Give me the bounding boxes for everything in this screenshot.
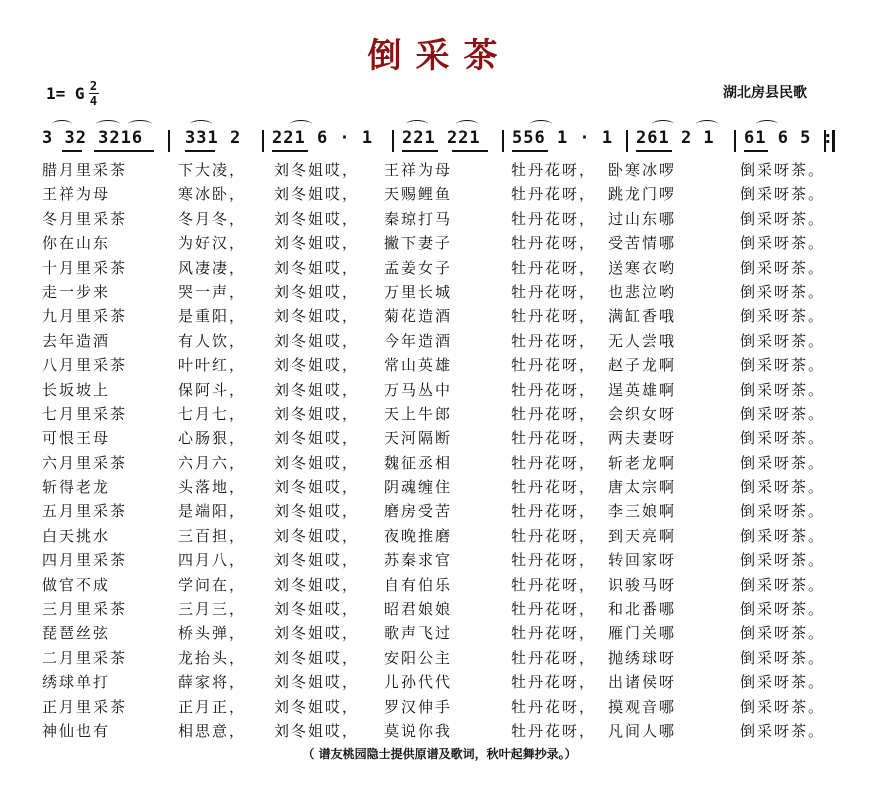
lyric-phrase: 摸观音哪	[608, 697, 677, 716]
song-title: 倒采茶	[367, 36, 512, 76]
time-signature	[89, 80, 99, 107]
lyric-phrase: 倒采呀茶。	[740, 404, 826, 423]
lyric-phrase: 倒采呀茶。	[740, 282, 826, 301]
lyric-phrase: 六月里采茶	[42, 453, 128, 472]
lyric-phrase: 为好汉，	[178, 234, 247, 253]
lyric-line	[0, 695, 879, 719]
transcription-note: （ 谱友桃园隐士提供原谱及歌词，秋叶起舞抄录。）	[302, 747, 577, 761]
lyric-phrase: 秦琼打马	[384, 209, 453, 228]
lyric-phrase: 刘冬姐哎，	[274, 429, 360, 448]
lyric-phrase: 刘冬姐哎，	[274, 234, 360, 253]
lyric-phrase: 刘冬姐哎，	[274, 282, 360, 301]
underline	[452, 150, 488, 152]
lyric-phrase: 牡丹花呀，	[511, 307, 597, 326]
lyric-phrase: 薛家将，	[178, 673, 247, 692]
lyric-phrase: 满缸香哦	[608, 307, 677, 326]
lyric-phrase: 倒采呀茶。	[740, 307, 826, 326]
lyric-phrase: 倒采呀茶。	[740, 673, 826, 692]
lyric-phrase: 刘冬姐哎，	[274, 404, 360, 423]
lyric-phrase: 倒采呀茶。	[740, 453, 826, 472]
barline	[502, 130, 504, 152]
lyric-phrase: 自有伯乐	[384, 575, 453, 594]
lyric-phrase: 受苦情哪	[608, 234, 677, 253]
lyric-phrase: 过山东哪	[608, 209, 677, 228]
lyric-phrase: 正月里采茶	[42, 697, 128, 716]
lyric-phrase: 牡丹花呀，	[511, 575, 597, 594]
lyric-phrase: 牡丹花呀，	[511, 721, 597, 740]
measure-6: 261 2 1	[636, 128, 715, 148]
measure-5: 556 1 · 1	[512, 128, 614, 148]
lyric-phrase: 牡丹花呀，	[511, 258, 597, 277]
lyric-phrase: 二月里采茶	[42, 648, 128, 667]
lyric-phrase: 转回家呀	[608, 551, 677, 570]
underline	[185, 150, 215, 152]
lyric-phrase: 天赐鲤鱼	[384, 185, 453, 204]
lyric-phrase: 赵子龙啊	[608, 356, 677, 375]
lyric-phrase: 倒采呀茶。	[740, 356, 826, 375]
lyric-line	[0, 280, 879, 304]
lyric-phrase: 叶叶红，	[178, 356, 247, 375]
lyric-phrase: 头落地，	[178, 478, 247, 497]
lyric-phrase: 九月里采茶	[42, 307, 128, 326]
lyric-line	[0, 426, 879, 450]
lyric-phrase: 白天挑水	[42, 526, 111, 545]
lyric-line	[0, 475, 879, 499]
lyric-phrase: 冬月冬，	[178, 209, 247, 228]
lyric-phrase: 长坂坡上	[42, 380, 111, 399]
lyric-phrase: 倒采呀茶。	[740, 209, 826, 228]
lyric-phrase: 四月里采茶	[42, 551, 128, 570]
underline	[94, 150, 154, 152]
slur	[290, 120, 312, 129]
lyric-phrase: 阴魂缠住	[384, 478, 453, 497]
lyric-phrase: 神仙也有	[42, 721, 111, 740]
lyric-phrase: 倒采呀茶。	[740, 380, 826, 399]
lyric-line	[0, 646, 879, 670]
lyric-phrase: 王祥为母	[42, 185, 111, 204]
barline	[734, 130, 736, 152]
slur	[52, 120, 72, 129]
lyric-phrase: 常山英雄	[384, 356, 453, 375]
lyric-phrase: 牡丹花呀，	[511, 356, 597, 375]
lyric-line	[0, 670, 879, 694]
lyric-line	[0, 402, 879, 426]
key-signature	[46, 80, 99, 107]
lyric-phrase: 去年造酒	[42, 331, 111, 350]
lyric-phrase: 是重阳，	[178, 307, 247, 326]
lyric-phrase: 刘冬姐哎，	[274, 453, 360, 472]
lyric-phrase: 和北番哪	[608, 600, 677, 619]
lyrics-table	[0, 158, 879, 743]
underline	[62, 150, 82, 152]
lyric-phrase: 四月八，	[178, 551, 247, 570]
lyric-phrase: 万里长城	[384, 282, 453, 301]
slur	[96, 120, 120, 129]
lyric-line	[0, 158, 879, 182]
lyric-phrase: 无人尝哦	[608, 331, 677, 350]
time-bottom: 4	[89, 94, 98, 108]
lyric-phrase: 识骏马呀	[608, 575, 677, 594]
slur	[456, 120, 478, 129]
lyric-line	[0, 182, 879, 206]
lyric-phrase: 寒冰卧，	[178, 185, 247, 204]
slur	[406, 120, 428, 129]
lyric-phrase: 刘冬姐哎，	[274, 624, 360, 643]
lyric-phrase: 心肠狠，	[178, 429, 247, 448]
lyric-phrase: 刘冬姐哎，	[274, 551, 360, 570]
lyric-phrase: 刘冬姐哎，	[274, 161, 360, 179]
slur	[756, 120, 778, 129]
barline	[262, 130, 264, 152]
lyric-phrase: 刘冬姐哎，	[274, 673, 360, 692]
lyric-phrase: 刘冬姐哎，	[274, 478, 360, 497]
lyric-line	[0, 378, 879, 402]
lyric-phrase: 天河隔断	[384, 429, 453, 448]
lyric-phrase: 牡丹花呀，	[511, 600, 597, 619]
slur	[696, 120, 718, 129]
lyric-phrase: 今年造酒	[384, 331, 453, 350]
lyric-phrase: 七月七，	[178, 404, 247, 423]
lyric-phrase: 腊月里采茶	[42, 161, 128, 179]
lyric-line	[0, 597, 879, 621]
lyric-phrase: 走一步来	[42, 282, 111, 301]
lyric-phrase: 牡丹花呀，	[511, 429, 597, 448]
lyric-phrase: 倒采呀茶。	[740, 575, 826, 594]
lyric-line	[0, 719, 879, 743]
lyric-phrase: 牡丹花呀，	[511, 209, 597, 228]
lyric-phrase: 刘冬姐哎，	[274, 721, 360, 740]
slur	[530, 120, 552, 129]
lyric-phrase: 刘冬姐哎，	[274, 526, 360, 545]
key-label: 1= G	[46, 84, 85, 103]
lyric-phrase: 牡丹花呀，	[511, 673, 597, 692]
lyric-phrase: 儿孙代代	[384, 673, 453, 692]
lyric-phrase: 牡丹花呀，	[511, 380, 597, 399]
lyric-line	[0, 207, 879, 231]
lyric-phrase: 倒采呀茶。	[740, 600, 826, 619]
lyric-phrase: 牡丹花呀，	[511, 502, 597, 521]
lyric-phrase: 倒采呀茶。	[740, 234, 826, 253]
lyric-phrase: 倒采呀茶。	[740, 526, 826, 545]
lyric-phrase: 十月里采茶	[42, 258, 128, 277]
lyric-phrase: 跳龙门啰	[608, 185, 677, 204]
lyric-phrase: 罗汉伸手	[384, 697, 453, 716]
lyric-phrase: 昭君娘娘	[384, 600, 453, 619]
lyric-phrase: 正月正，	[178, 697, 247, 716]
lyric-phrase: 倒采呀茶。	[740, 624, 826, 643]
lyric-phrase: 八月里采茶	[42, 356, 128, 375]
lyric-phrase: 牡丹花呀，	[511, 697, 597, 716]
lyric-phrase: 倒采呀茶。	[740, 697, 826, 716]
lyric-phrase: 刘冬姐哎，	[274, 697, 360, 716]
jianpu-notation	[40, 128, 840, 154]
lyric-phrase: 刘冬姐哎，	[274, 258, 360, 277]
lyric-phrase: 孟姜女子	[384, 258, 453, 277]
lyric-line	[0, 573, 879, 597]
lyric-phrase: 刘冬姐哎，	[274, 600, 360, 619]
lyric-phrase: 撇下妻子	[384, 234, 453, 253]
lyric-line	[0, 451, 879, 475]
lyric-phrase: 刘冬姐哎，	[274, 356, 360, 375]
lyric-phrase: 到天亮啊	[608, 526, 677, 545]
lyric-phrase: 可恨王母	[42, 429, 111, 448]
lyric-phrase: 刘冬姐哎，	[274, 331, 360, 350]
lyric-phrase: 风凄凄，	[178, 258, 247, 277]
barline	[392, 130, 394, 152]
lyric-phrase: 牡丹花呀，	[511, 453, 597, 472]
lyric-phrase: 有人饮，	[178, 331, 247, 350]
lyric-line	[0, 304, 879, 328]
lyric-phrase: 倒采呀茶。	[740, 478, 826, 497]
lyric-phrase: 两夫妻呀	[608, 429, 677, 448]
lyric-line	[0, 499, 879, 523]
slur	[652, 120, 674, 129]
lyric-phrase: 也悲泣哟	[608, 282, 677, 301]
lyric-phrase: 倒采呀茶。	[740, 258, 826, 277]
lyric-line	[0, 353, 879, 377]
lyric-phrase: 夜晚推磨	[384, 526, 453, 545]
barline	[168, 130, 170, 152]
lyric-phrase: 琵琶丝弦	[42, 624, 111, 643]
lyric-line	[0, 256, 879, 280]
lyric-phrase: 三月三，	[178, 600, 247, 619]
lyric-phrase: 会织女呀	[608, 404, 677, 423]
lyric-phrase: 桥头弹，	[178, 624, 247, 643]
lyric-phrase: 绣球单打	[42, 673, 111, 692]
lyric-phrase: 倒采呀茶。	[740, 185, 826, 204]
slur	[190, 120, 212, 129]
lyric-phrase: 李三娘啊	[608, 502, 677, 521]
underline	[272, 150, 308, 152]
lyric-phrase: 莫说你我	[384, 721, 453, 740]
measure-7: 61 6 5 :	[744, 128, 834, 148]
lyric-phrase: 六月六，	[178, 453, 247, 472]
lyric-phrase: 刘冬姐哎，	[274, 575, 360, 594]
lyric-phrase: 魏征丞相	[384, 453, 453, 472]
underline	[744, 150, 768, 152]
lyric-line	[0, 524, 879, 548]
lyric-phrase: 倒采呀茶。	[740, 551, 826, 570]
lyric-phrase: 倒采呀茶。	[740, 161, 826, 179]
lyric-phrase: 送寒衣哟	[608, 258, 677, 277]
lyric-phrase: 刘冬姐哎，	[274, 380, 360, 399]
lyric-phrase: 牡丹花呀，	[511, 234, 597, 253]
lyric-phrase: 倒采呀茶。	[740, 648, 826, 667]
lyric-line	[0, 231, 879, 255]
lyric-phrase: 牡丹花呀，	[511, 282, 597, 301]
lyric-phrase: 五月里采茶	[42, 502, 128, 521]
lyric-phrase: 斩老龙啊	[608, 453, 677, 472]
lyric-phrase: 三月里采茶	[42, 600, 128, 619]
lyric-phrase: 牡丹花呀，	[511, 331, 597, 350]
measure-2: 331 2	[185, 128, 242, 148]
lyric-phrase: 相思意，	[178, 721, 247, 740]
lyric-phrase: 刘冬姐哎，	[274, 185, 360, 204]
lyric-phrase: 是端阳，	[178, 502, 247, 521]
lyric-phrase: 七月里采茶	[42, 404, 128, 423]
lyric-phrase: 做官不成	[42, 575, 111, 594]
measure-3: 221 6 · 1	[272, 128, 374, 148]
lyric-line	[0, 548, 879, 572]
measure-4: 221 221	[402, 128, 481, 148]
lyric-phrase: 逞英雄啊	[608, 380, 677, 399]
lyric-phrase: 磨房受苦	[384, 502, 453, 521]
underline	[512, 150, 548, 152]
lyric-phrase: 抛绣球呀	[608, 648, 677, 667]
measure-1: 3 32 3216	[42, 128, 144, 148]
lyric-phrase: 三百担，	[178, 526, 247, 545]
underline	[636, 150, 672, 152]
lyric-phrase: 牡丹花呀，	[511, 526, 597, 545]
lyric-phrase: 卧寒冰啰	[608, 161, 677, 179]
lyric-phrase: 雁门关哪	[608, 624, 677, 643]
lyric-phrase: 牡丹花呀，	[511, 551, 597, 570]
lyric-phrase: 倒采呀茶。	[740, 721, 826, 740]
lyric-phrase: 保阿斗，	[178, 380, 247, 399]
song-origin: 湖北房县民歌	[723, 85, 807, 101]
lyric-phrase: 牡丹花呀，	[511, 404, 597, 423]
lyric-phrase: 苏秦求官	[384, 551, 453, 570]
lyric-phrase: 刘冬姐哎，	[274, 307, 360, 326]
lyric-line	[0, 329, 879, 353]
lyric-phrase: 冬月里采茶	[42, 209, 128, 228]
lyric-phrase: 学问在，	[178, 575, 247, 594]
slur	[128, 120, 152, 129]
lyric-phrase: 凡间人哪	[608, 721, 677, 740]
underline	[402, 150, 438, 152]
lyric-phrase: 天上牛郎	[384, 404, 453, 423]
lyric-line	[0, 621, 879, 645]
lyric-phrase: 倒采呀茶。	[740, 429, 826, 448]
lyric-phrase: 王祥为母	[384, 161, 453, 179]
lyric-phrase: 牡丹花呀，	[511, 185, 597, 204]
lyric-phrase: 牡丹花呀，	[511, 624, 597, 643]
lyric-phrase: 龙抬头，	[178, 648, 247, 667]
lyric-phrase: 牡丹花呀，	[511, 478, 597, 497]
lyric-phrase: 刘冬姐哎，	[274, 502, 360, 521]
lyric-phrase: 唐太宗啊	[608, 478, 677, 497]
lyric-phrase: 万马丛中	[384, 380, 453, 399]
lyric-phrase: 你在山东	[42, 234, 111, 253]
lyric-phrase: 歌声飞过	[384, 624, 453, 643]
lyric-phrase: 斩得老龙	[42, 478, 111, 497]
lyric-phrase: 刘冬姐哎，	[274, 209, 360, 228]
lyric-phrase: 下大凌，	[178, 161, 247, 179]
time-top: 2	[89, 79, 98, 93]
lyric-phrase: 倒采呀茶。	[740, 331, 826, 350]
lyric-phrase: 刘冬姐哎，	[274, 648, 360, 667]
lyric-phrase: 哭一声，	[178, 282, 247, 301]
barline	[626, 130, 628, 152]
lyric-phrase: 倒采呀茶。	[740, 502, 826, 521]
lyric-phrase: 牡丹花呀，	[511, 648, 597, 667]
repeat-end-barline	[824, 130, 835, 152]
lyric-phrase: 牡丹花呀，	[511, 161, 597, 179]
lyric-phrase: 出诸侯呀	[608, 673, 677, 692]
lyric-phrase: 菊花造酒	[384, 307, 453, 326]
lyric-phrase: 安阳公主	[384, 648, 453, 667]
